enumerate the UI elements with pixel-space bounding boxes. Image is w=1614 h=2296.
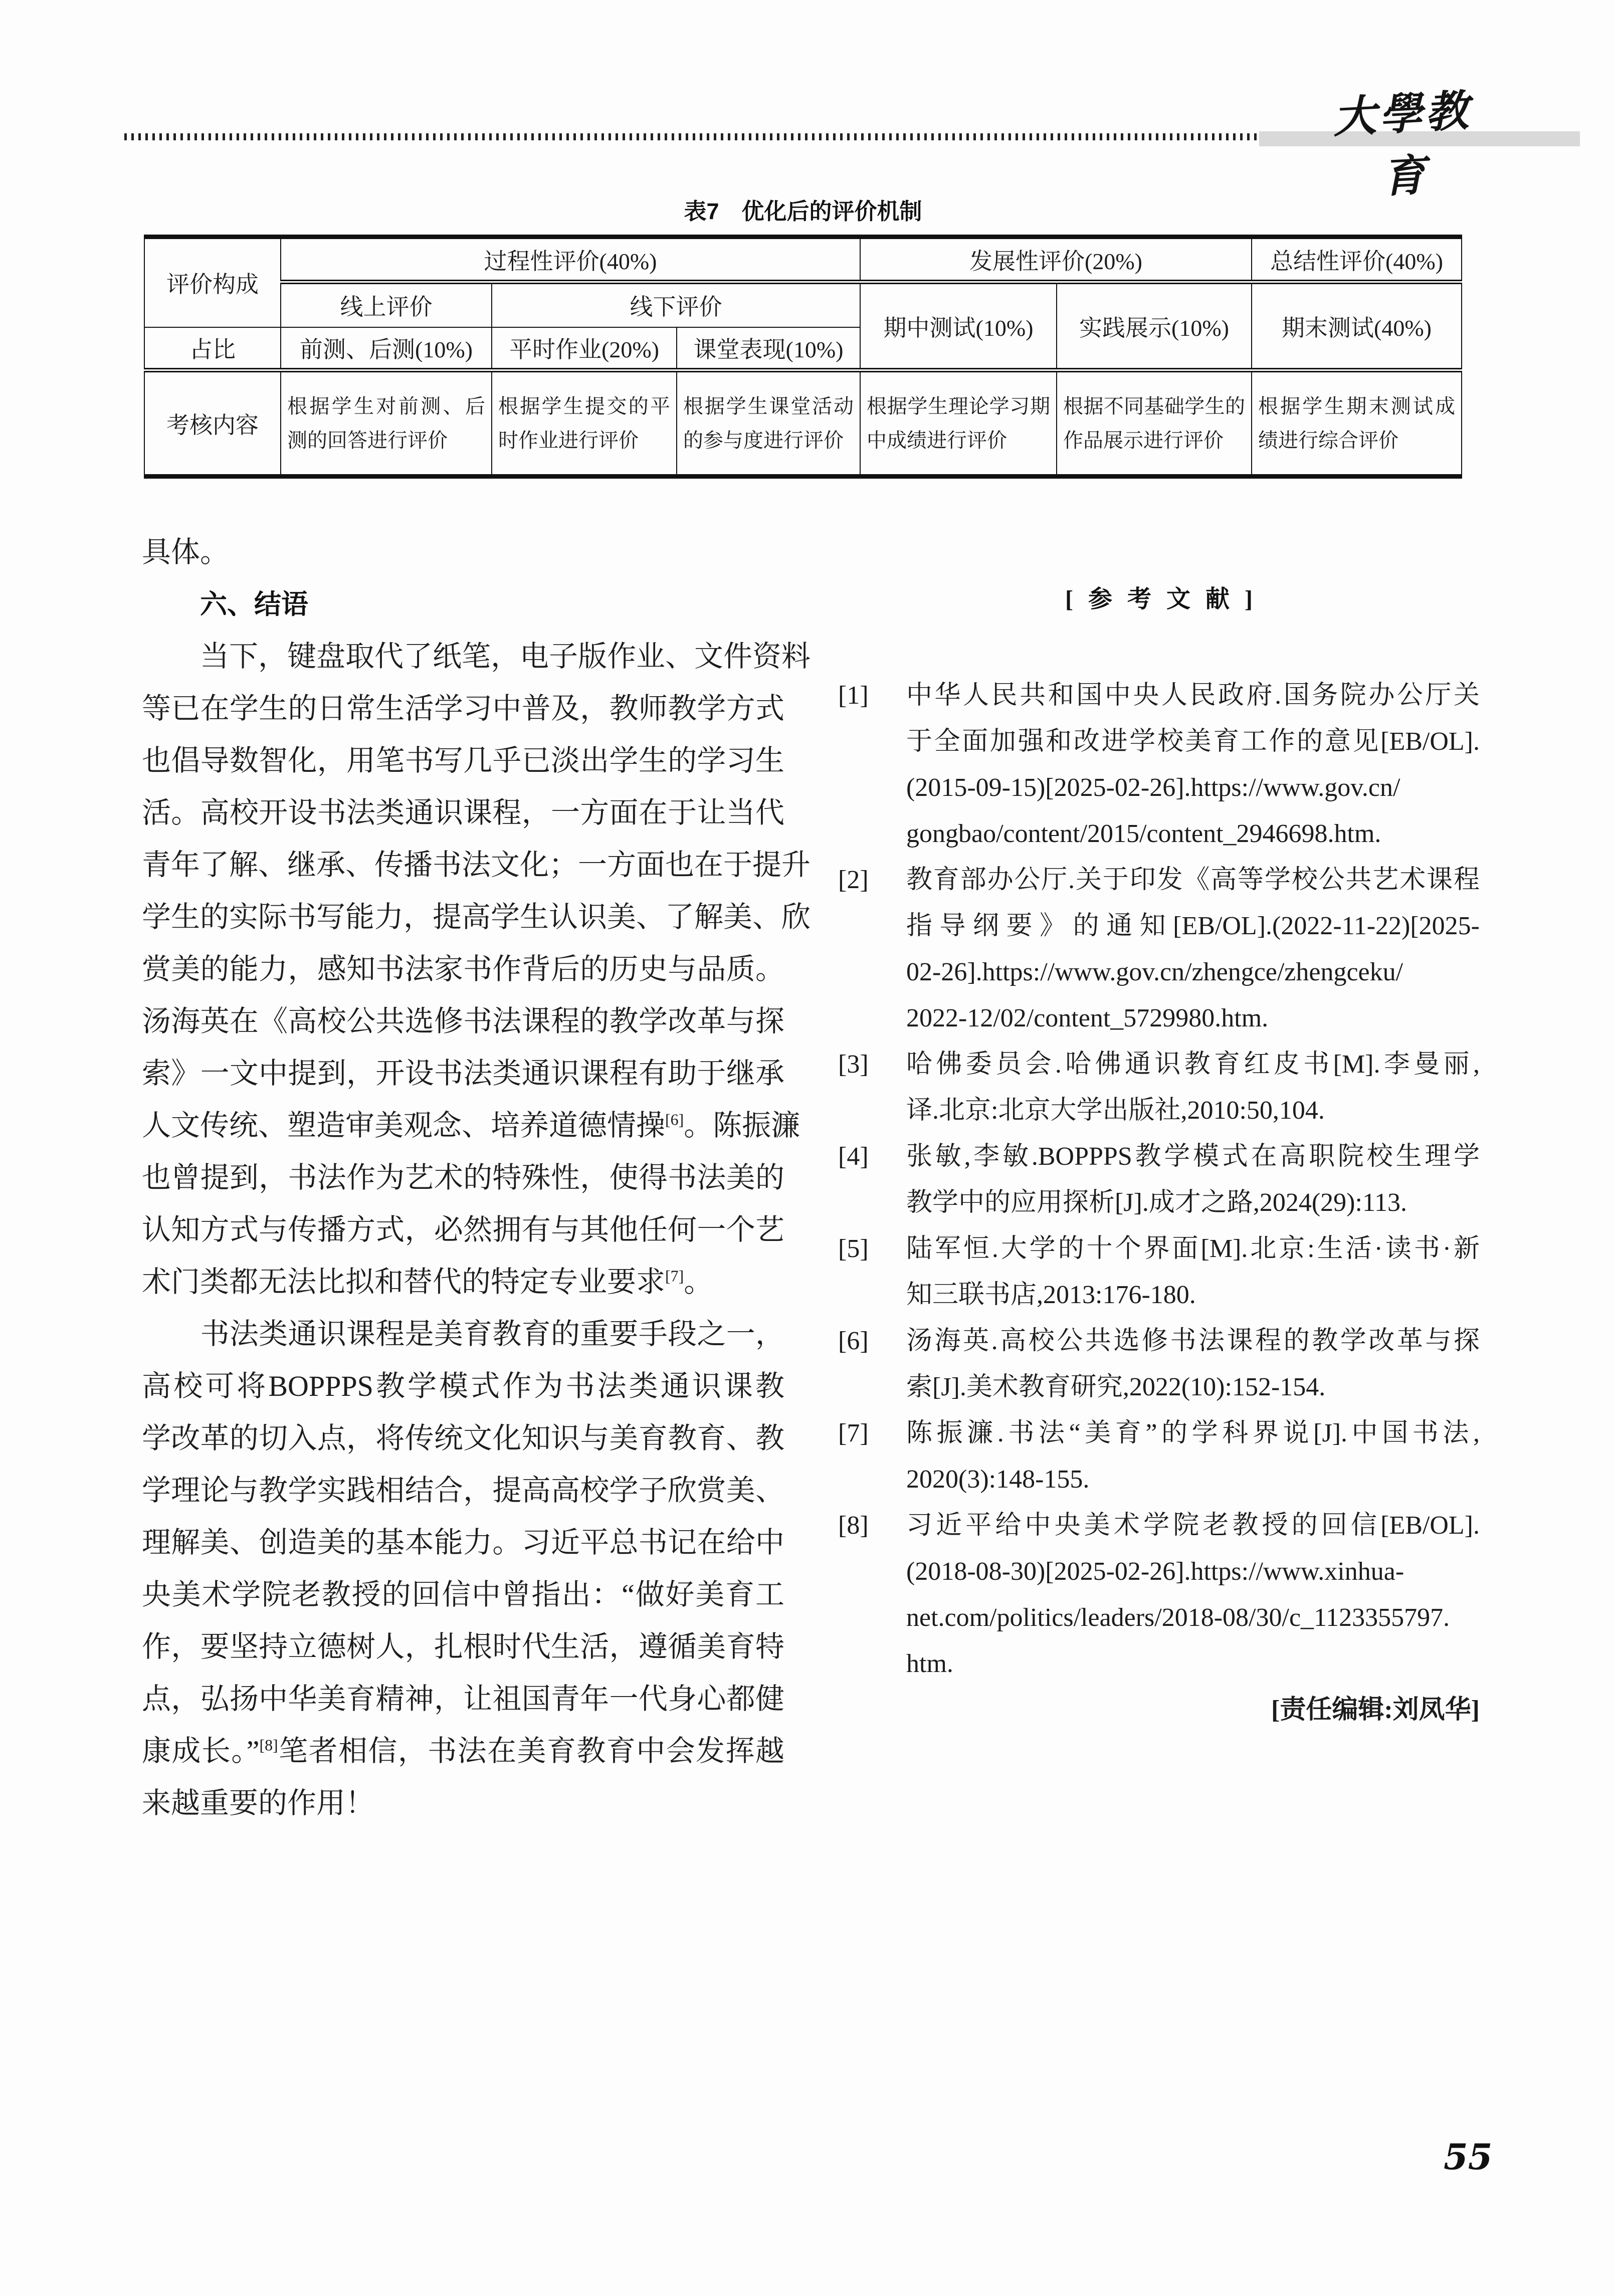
evaluation-table [144,235,1462,479]
reference-item [838,1041,1480,1134]
table-cell-final: 期末测试(40%) [1252,282,1462,370]
conclusion-paragraph-1 [142,631,811,1308]
table-content-label: 考核内容 [144,370,281,477]
table-cell-midterm: 期中测试(10%) [860,282,1057,370]
table-corner-label: 评价构成 [144,237,281,327]
text-line: 索》一文中提到，开设书法类通识课程有助于继承 [142,1057,784,1090]
text-line: 张敏,李敏.BOPPPS教学模式在高职院校生理学 [906,1142,1480,1171]
text-line: 理解美、创造美的基本能力。习近平总书记在给中 [142,1526,784,1559]
references-column [838,576,1480,1733]
reference-number: [1] [838,681,869,710]
table-content-cell: 根据学生提交的平时作业进行评价 [492,370,677,477]
text-line: 点，弘扬中华美育精神，让祖国青年一代身心都健 [142,1683,784,1715]
citation-superscript: [6] [665,1111,684,1129]
text-line: htm. [906,1649,953,1678]
text-line: 陈振濂.书法“美育”的学科界说[J].中国书法, [906,1419,1480,1447]
carryover-line: 具体。 [142,536,230,568]
editor-note: [责任编辑:刘凤华] [1271,1696,1480,1724]
table-content-cell: 根据学生期末测试成绩进行综合评价 [1252,370,1462,477]
text-line: 当下，键盘取代了纸笔，电子版作业、文件资料 [142,640,811,673]
table-content-cell: 根据不同基础学生的作品展示进行评价 [1057,370,1252,477]
table-sub-offline: 线下评价 [492,282,860,327]
reference-item [838,1134,1480,1226]
text-line: 作，要坚持立德树人，扎根时代生活，遵循美育特 [142,1630,784,1663]
text-line: 中华人民共和国中央人民政府.国务院办公厅关 [906,681,1480,710]
text-line: 人文传统、塑造审美观念、培养道德情操[6]。陈振濂 [142,1109,800,1142]
text-line: 02-26].https://www.gov.cn/zhengce/zhengceku/ [906,958,1403,986]
text-line: 汤海英.高校公共选修书法课程的教学改革与探 [906,1327,1480,1355]
section-heading-conclusion: 六、结语 [200,589,308,619]
reference-list [838,673,1480,1687]
text-line: 术门类都无法比拟和替代的特定专业要求[7]。 [142,1266,713,1298]
text-line: 活。高校开设书法类通识课程，一方面在于让当代 [142,796,784,829]
reference-number: [6] [838,1327,869,1355]
text-line: 教学中的应用探析[J].成才之路,2024(29):113. [906,1188,1407,1217]
reference-number: [4] [838,1142,869,1171]
text-line: gongbao/content/2015/content_2946698.htm. [906,819,1381,848]
text-line: 2022-12/02/content_5729980.htm. [906,1004,1269,1032]
reference-item [838,1318,1480,1410]
reference-number: [7] [838,1419,869,1447]
reference-item [838,1410,1480,1503]
table-title: 表7 优化后的评价机制 [684,198,922,224]
reference-item [838,1226,1480,1318]
text-line: 也曾提到，书法作为艺术的特殊性，使得书法美的 [142,1161,784,1194]
page-number: 55 [1444,2136,1493,2178]
text-line: 教育部办公厅.关于印发《高等学校公共艺术课程 [906,866,1480,894]
text-line: 赏美的能力，感知书法家书作背后的历史与品质。 [142,953,784,985]
text-line: 哈佛委员会.哈佛通识教育红皮书[M].李曼丽, [906,1050,1480,1079]
table-content-cell: 根据学生课堂活动的参与度进行评价 [677,370,860,477]
text-line: 汤海英在《高校公共选修书法课程的教学改革与探 [142,1005,784,1037]
text-line: 2020(3):148-155. [906,1465,1090,1494]
reference-item [838,857,1480,1041]
text-line: 索[J].美术教育研究,2022(10):152-154. [906,1373,1326,1401]
text-line: 译.北京:北京大学出版社,2010:50,104. [906,1096,1325,1125]
text-line: 学生的实际书写能力，提高学生认识美、了解美、欣 [142,901,811,933]
table-cell-practice: 实践展示(10%) [1057,282,1252,370]
text-line: (2018-08-30)[2025-02-26].https://www.xinhua- [906,1557,1404,1586]
journal-logo: 大學教育 [1331,85,1473,203]
reference-number: [8] [838,1511,869,1540]
text-line: 习近平给中央美术学院老教授的回信[EB/OL]. [906,1511,1480,1540]
text-line: 等已在学生的日常生活学习中普及，教师教学方式 [142,692,784,725]
text-line: 学改革的切入点，将传统文化知识与美育教育、教 [142,1422,784,1454]
table-ratio-label: 占比 [144,327,281,370]
reference-item [838,673,1480,857]
text-line: 高校可将BOPPPS教学模式作为书法类通识课教 [142,1370,784,1402]
citation-superscript: [8] [259,1736,278,1754]
table-group-process: 过程性评价(40%) [281,237,860,282]
text-line: 知三联书店,2013:176-180. [906,1281,1196,1309]
text-line: 认知方式与传播方式，必然拥有与其他任何一个艺 [142,1213,784,1246]
table-ratio-classroom: 课堂表现(10%) [677,327,860,370]
reference-number: [5] [838,1234,869,1263]
text-line: 于全面加强和改进学校美育工作的意见[EB/OL]. [906,727,1480,756]
reference-number: [3] [838,1050,869,1079]
left-text-column [142,526,811,1829]
text-line: 青年了解、继承、传播书法文化；一方面也在于提升 [142,849,811,881]
table-group-summative: 总结性评价(40%) [1252,237,1462,282]
table-content-cell: 根据学生对前测、后测的回答进行评价 [281,370,492,477]
reference-number: [2] [838,866,869,894]
text-line: 学理论与教学实践相结合，提高高校学子欣赏美、 [142,1474,784,1507]
text-line: 指导纲要》的通知[EB/OL].(2022-11-22)[2025- [906,912,1480,940]
text-line: 康成长。”[8]笔者相信，书法在美育教育中会发挥越 [142,1735,784,1767]
text-line: (2015-09-15)[2025-02-26].https://www.gov.cn/ [906,773,1400,802]
text-line: 陆军恒.大学的十个界面[M].北京:生活·读书·新 [906,1234,1480,1263]
header-dotted-rule [124,133,1259,140]
table-sub-online: 线上评价 [281,282,492,327]
citation-superscript: [7] [665,1267,684,1285]
table-content-cell: 根据学生理论学习期中成绩进行评价 [860,370,1057,477]
reference-item [838,1503,1480,1687]
table-ratio-homework: 平时作业(20%) [492,327,677,370]
conclusion-paragraph-2 [142,1308,784,1829]
text-line: 来越重要的作用！ [142,1787,375,1819]
references-heading: [参考文献] [1065,586,1268,612]
text-line: net.com/politics/leaders/2018-08/30/c_1123355797. [906,1603,1450,1632]
text-line: 书法类通识课程是美育教育的重要手段之一， [142,1318,784,1350]
table-ratio-pretest: 前测、后测(10%) [281,327,492,370]
table-group-development: 发展性评价(20%) [860,237,1252,282]
text-line: 央美术学院老教授的回信中曾指出：“做好美育工 [142,1578,784,1611]
text-line: 也倡导数智化，用笔书写几乎已淡出学生的学习生 [142,744,784,777]
